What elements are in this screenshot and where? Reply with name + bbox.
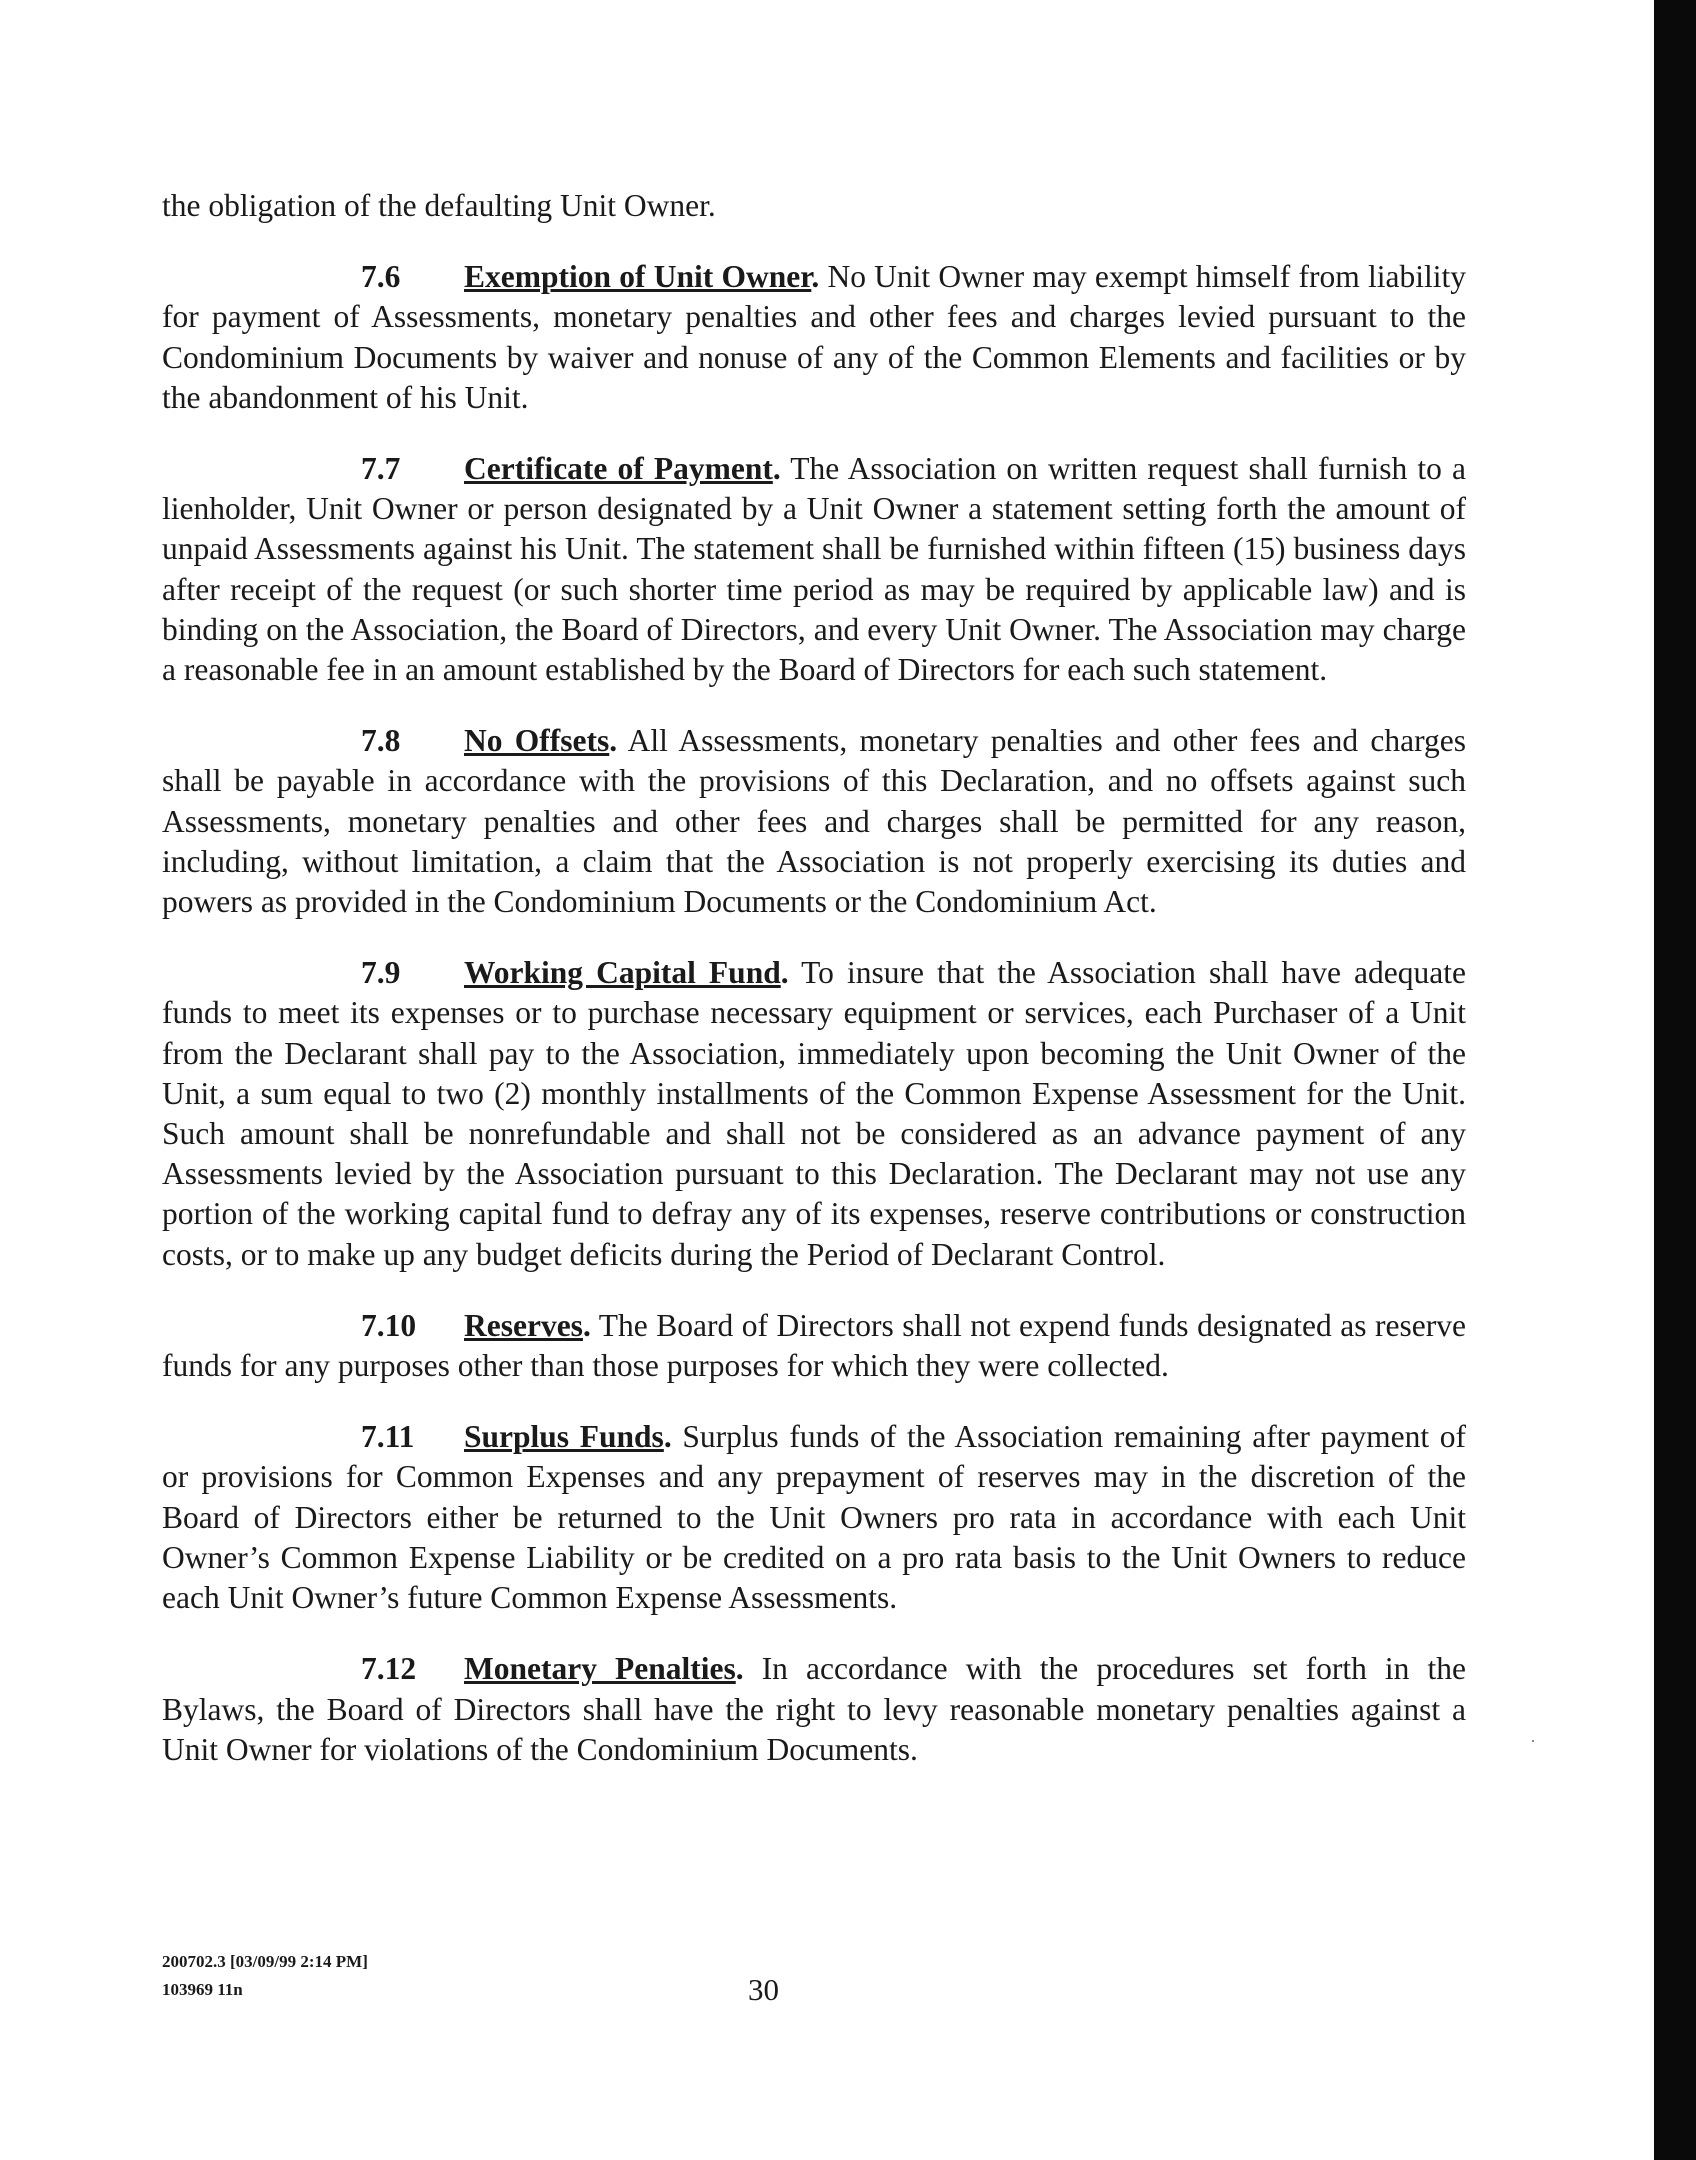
section-body: To insure that the Association shall have adequate funds to meet its expenses or to purchase necessary equipment or services, each Purchaser of a Unit from the Declarant shall pay to the Association, immediately upon becoming the Unit Owner of the Unit, a sum equal to two (2) monthly installments of the Common Expense Assessment for the Unit. Such amount shall be nonrefundable and shall not be considered as an advance payment of any Assessments levied by the Association pursuant to this Declaration. The Declarant may not use any portion of the working capital fund to defray any of its expenses, reserve contributions or construction costs, or to make up any budget deficits during the Period of Declarant Control.: [162, 955, 1466, 1272]
section-7-9: 7.9 Working Capital Fund. To insure that the Association shall have adequate funds to meet its expenses or to purchase necessary equipment or services, each Purchaser of a Unit from the Declarant shall pay to the Association, immediately upon becoming the Unit Owner of the Unit, a sum equal to two (2) monthly installments of the Common Expense Assessment for the Unit. Such amount shall be nonrefundable and shall not be considered as an advance payment of any Assessments levied by the Association pursuant to this Declaration. The Declarant may not use any portion of the working capital fund to defray any of its expenses, reserve contributions or construction costs, or to make up any budget deficits during the Period of Declarant Control.: [162, 955, 1466, 1272]
section-body: The Association on written request shall furnish to a lienholder, Unit Owner or person designated by a Unit Owner a statement setting forth the amount of unpaid Assessments against his Unit. The statement shall be furnished within fifteen (15) business days after receipt of the request (or such shorter time period as may be required by applicable law) and is binding on the Association, the Board of Directors, and every Unit Owner. The Association may charge a reasonable fee in an amount established by the Board of Directors for each such statement.: [162, 451, 1466, 688]
section-body: Surplus funds of the Association remaining after payment of or provisions for Common Expenses and any prepayment of reserves may in the discretion of the Board of Directors either be returned to the Unit Owners pro rata in accordance with each Unit Owner’s Common Expense Liability or be credited on a pro rata basis to the Unit Owners to reduce each Unit Owner’s future Common Expense Assessments.: [162, 1419, 1467, 1616]
section-title: Surplus Funds: [464, 1419, 664, 1455]
section-title: Monetary Penalties: [464, 1651, 736, 1687]
opening-paragraph: the obligation of the defaulting Unit Owner.: [162, 188, 716, 223]
section-number: 7.6: [361, 259, 401, 295]
section-7-10: 7.10 Reserves. The Board of Directors shall not expend funds designated as reserve funds for any purposes other than those purposes for which they were collected.: [162, 1307, 1466, 1384]
section-body: In accordance with the procedures set forth in the Bylaws, the Board of Directors shall have the right to levy reasonable monetary penalties against a Unit Owner for violations of the Condominium Documents.: [162, 1651, 1466, 1767]
footer-doc-info: [162, 1948, 368, 2004]
section-number: 7.10: [361, 1307, 417, 1343]
scan-speck: [1532, 1740, 1534, 1742]
section-body: No Unit Owner may exempt himself from liability for payment of Assessments, monetary penalties and other fees and charges levied pursuant to the Condominium Documents by waiver and nonuse of any of the Common Elements and facilities or by the abandonment of his Unit.: [162, 259, 1466, 415]
section-7-7: 7.7 Certificate of Payment. The Association on written request shall furnish to a lienholder, Unit Owner or person designated by a Unit Owner a statement setting forth the amount of unpaid Assessments against his Unit. The statement shall be furnished within fifteen (15) business days after receipt of the request (or such shorter time period as may be required by applicable law) and is binding on the Association, the Board of Directors, and every Unit Owner. The Association may charge a reasonable fee in an amount established by the Board of Directors for each such statement.: [162, 451, 1466, 688]
section-title: No Offsets: [464, 723, 610, 759]
section-number: 7.11: [361, 1419, 415, 1455]
section-7-8: 7.8 No Offsets. All Assessments, monetary penalties and other fees and charges shall be payable in accordance with the provisions of this Declaration, and no offsets against such Assessments, monetary penalties and other fees and charges shall be permitted for any reason, including, without limitation, a claim that the Association is not properly exercising its duties and powers as provided in the Condominium Documents or the Condominium Act.: [162, 723, 1467, 920]
section-7-11: 7.11 Surplus Funds. Surplus funds of the Association remaining after payment of or provisions for Common Expenses and any prepayment of reserves may in the discretion of the Board of Directors either be returned to the Unit Owners pro rata in accordance with each Unit Owner’s Common Expense Liability or be credited on a pro rata basis to the Unit Owners to reduce each Unit Owner’s future Common Expense Assessments.: [162, 1419, 1467, 1616]
section-title: Exemption of Unit Owner: [464, 259, 812, 295]
section-body: The Board of Directors shall not expend funds designated as reserve funds for any purposes other than those purposes for which they were collected.: [162, 1307, 1466, 1384]
section-body: All Assessments, monetary penalties and other fees and charges shall be payable in accordance with the provisions of this Declaration, and no offsets against such Assessments, monetary penalties and other fees and charges shall be permitted for any reason, including, without limitation, a claim that the Association is not properly exercising its duties and powers as provided in the Condominium Documents or the Condominium Act.: [162, 723, 1467, 920]
section-number: 7.12: [361, 1651, 417, 1687]
section-7-12: 7.12 Monetary Penalties. In accordance with the procedures set forth in the Bylaws, the Board of Directors shall have the right to levy reasonable monetary penalties against a Unit Owner for violations of the Condominium Documents.: [162, 1651, 1466, 1767]
section-7-6: 7.6 Exemption of Unit Owner. No Unit Owner may exempt himself from liability for payment of Assessments, monetary penalties and other fees and charges levied pursuant to the Condominium Documents by waiver and nonuse of any of the Common Elements and facilities or by the abandonment of his Unit.: [162, 259, 1466, 415]
section-number: 7.8: [361, 723, 401, 759]
section-number: 7.7: [361, 451, 401, 487]
section-title: Working Capital Fund: [464, 955, 781, 991]
scan-edge-border: [1654, 0, 1696, 2160]
section-number: 7.9: [361, 955, 401, 991]
section-title: Reserves: [464, 1307, 583, 1343]
page-number: 30: [748, 1972, 779, 2007]
section-title: Certificate of Payment: [464, 451, 773, 487]
document-body: [162, 186, 1466, 1801]
footer-doc-id: 200702.3 [03/09/99 2:14 PM]: [162, 1952, 368, 1971]
footer-file-code: 103969 11n: [162, 1980, 243, 1999]
